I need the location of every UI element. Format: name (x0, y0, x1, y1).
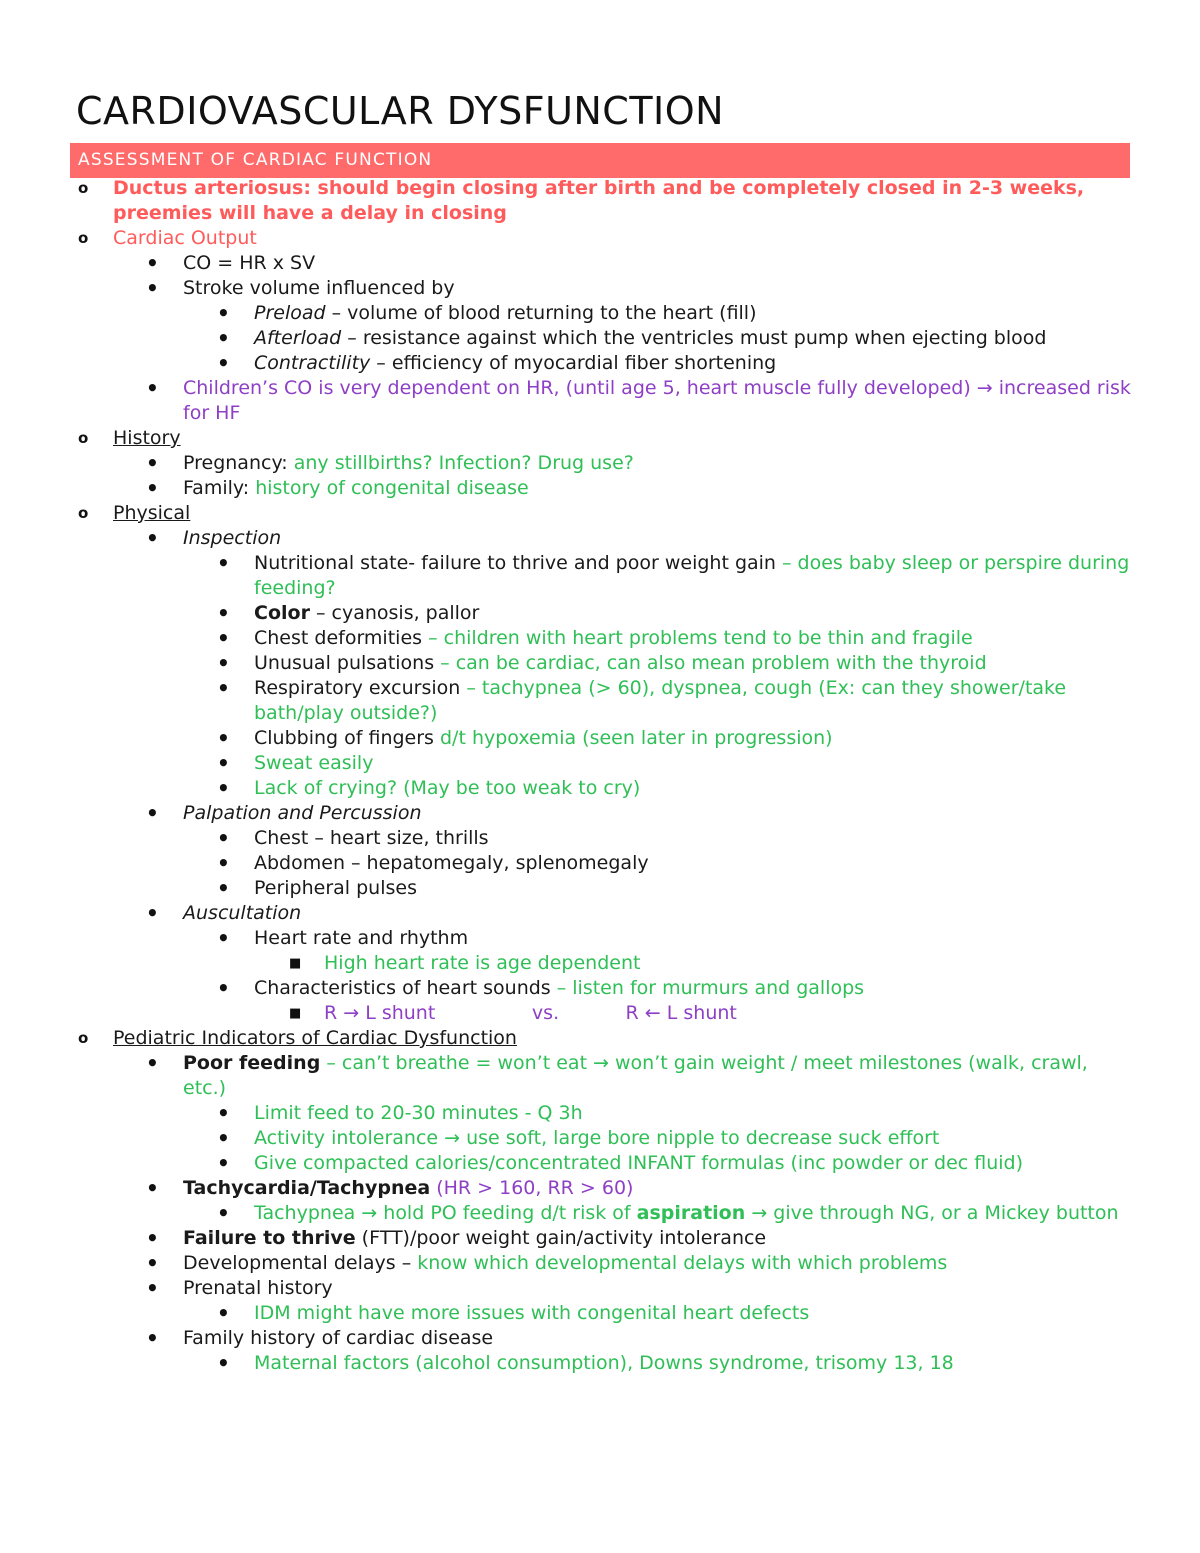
list-item-text (183, 476, 1136, 501)
list-item (0, 751, 1200, 776)
text-run: Family history of cardiac disease (183, 1327, 494, 1349)
bullet-icon: o (78, 179, 89, 197)
list-item (0, 1226, 1200, 1251)
text-run: Tachypnea → hold PO feeding d/t risk of (254, 1202, 637, 1224)
list-item-text (254, 851, 1136, 876)
list-item (0, 1126, 1200, 1151)
list-item (0, 376, 1200, 426)
list-item-text (183, 901, 1136, 926)
bullet-icon: • (217, 351, 230, 375)
text-run: Physical (113, 502, 191, 524)
list-item (0, 876, 1200, 901)
text-run: any stillbirths? Infection? Drug use? (293, 452, 634, 474)
list-item (0, 1101, 1200, 1126)
text-run: Activity intolerance → use soft, large bore nipple to decrease suck effort (254, 1127, 940, 1149)
text-run: – can be cardiac, can also mean problem with the thyroid (440, 652, 987, 674)
text-run: – children with heart problems tend to be thin and fragile (428, 627, 973, 649)
list-item (0, 1001, 1200, 1026)
text-run: IDM might have more issues with congenital heart defects (254, 1302, 810, 1324)
list-item-text (113, 501, 1136, 526)
list-item-text (183, 451, 1136, 476)
bullet-icon: • (217, 876, 230, 900)
list-item (0, 1176, 1200, 1201)
list-item (0, 926, 1200, 951)
bullet-icon: • (146, 1051, 159, 1075)
list-item (0, 651, 1200, 676)
outline-list (0, 176, 1200, 1376)
list-item-text (254, 826, 1136, 851)
text-run: Preload (254, 302, 326, 324)
list-item (0, 451, 1200, 476)
list-item-text (254, 876, 1136, 901)
bullet-icon: • (217, 826, 230, 850)
list-item-text (254, 1201, 1136, 1226)
list-item (0, 551, 1200, 601)
list-item-text (183, 1226, 1136, 1251)
list-item (0, 1251, 1200, 1276)
bullet-icon: • (217, 776, 230, 800)
text-run: Characteristics of heart sounds (254, 977, 557, 999)
list-item (0, 476, 1200, 501)
bullet-icon: • (146, 801, 159, 825)
bullet-icon: • (217, 301, 230, 325)
text-run: Clubbing of fingers (254, 727, 440, 749)
list-item (0, 1201, 1200, 1226)
text-run: – tachypnea (> 60), dyspnea, cough (Ex: can they shower/take bath/play outside?) (254, 677, 1073, 724)
list-item (0, 1326, 1200, 1351)
bullet-icon: • (217, 1126, 230, 1150)
bullet-icon: • (217, 751, 230, 775)
text-run: Prenatal history (183, 1277, 333, 1299)
section-heading: ASSESSMENT OF CARDIAC FUNCTION (78, 150, 433, 170)
list-item-text (324, 951, 1136, 976)
bullet-icon: • (146, 276, 159, 300)
text-run: Auscultation (183, 902, 302, 924)
bullet-icon: • (146, 1251, 159, 1275)
list-item (0, 776, 1200, 801)
text-run: Nutritional state- failure to thrive and poor weight gain (254, 552, 783, 574)
list-item (0, 326, 1200, 351)
text-run: Unusual pulsations (254, 652, 441, 674)
bullet-icon: • (217, 326, 230, 350)
text-run: history of congenital disease (255, 477, 529, 499)
list-item (0, 626, 1200, 651)
text-run: Children’s CO is very dependent on HR, (until age 5, heart muscle fully developed) → increased risk for HF (183, 377, 1137, 424)
text-run: Developmental delays – (183, 1252, 418, 1274)
text-run: – does baby sleep or perspire during feeding? (254, 552, 1136, 599)
section-header-band (70, 143, 1130, 178)
list-item-text (254, 1351, 1136, 1376)
text-run: Cardiac Output (113, 227, 257, 249)
text-run: Palpation and Percussion (183, 802, 422, 824)
list-item-text (254, 301, 1136, 326)
bullet-icon: • (217, 1301, 230, 1325)
text-run: – listen for murmurs and gallops (556, 977, 865, 999)
text-run: History (113, 427, 181, 449)
text-run: Pregnancy: (183, 452, 294, 474)
bullet-icon: • (146, 901, 159, 925)
text-run: Color (254, 602, 310, 624)
list-item-text (254, 651, 1136, 676)
bullet-icon: • (217, 926, 230, 950)
list-item-text (254, 726, 1136, 751)
list-item (0, 1151, 1200, 1176)
text-run: Respiratory excursion (254, 677, 467, 699)
list-item (0, 976, 1200, 1001)
list-item-text (183, 251, 1136, 276)
text-run: Limit feed to 20-30 minutes - Q 3h (254, 1102, 583, 1124)
text-run: Family: (183, 477, 256, 499)
page-title: CARDIOVASCULAR DYSFUNCTION (76, 89, 725, 133)
bullet-icon: • (217, 601, 230, 625)
text-run: CO = HR x SV (183, 252, 316, 274)
bullet-icon: • (217, 626, 230, 650)
bullet-icon: • (146, 1226, 159, 1250)
list-item-text (113, 226, 1136, 251)
text-run: (HR > 160, RR > 60) (430, 1177, 634, 1199)
list-item-text (113, 176, 1136, 226)
text-run: Chest – heart size, thrills (254, 827, 489, 849)
bullet-icon: • (217, 726, 230, 750)
list-item-text (254, 926, 1136, 951)
list-item-text (254, 1126, 1136, 1151)
list-item (0, 601, 1200, 626)
text-run: d/t hypoxemia (seen later in progression) (440, 727, 833, 749)
text-run: – can’t breathe = won’t eat → won’t gain weight / meet milestones (walk, crawl, etc.) (183, 1052, 1094, 1099)
bullet-icon: ■ (289, 1006, 302, 1021)
text-run: (FTT)/poor weight gain/activity intolerance (355, 1227, 767, 1249)
list-item-text (254, 551, 1136, 601)
list-item-text (254, 326, 1136, 351)
list-item-text (183, 526, 1136, 551)
text-run: High heart rate is age dependent (324, 952, 641, 974)
list-item-text (183, 1326, 1136, 1351)
bullet-icon: • (217, 1151, 230, 1175)
text-run: Inspection (183, 527, 282, 549)
bullet-icon: • (217, 651, 230, 675)
list-item (0, 826, 1200, 851)
bullet-icon: • (146, 1276, 159, 1300)
list-item-text (254, 1101, 1136, 1126)
text-run: Failure to thrive (183, 1227, 356, 1249)
list-item (0, 851, 1200, 876)
list-item-text (183, 376, 1136, 426)
list-item (0, 1026, 1200, 1051)
bullet-icon: o (78, 504, 89, 522)
bullet-icon: • (217, 1101, 230, 1125)
text-run: Maternal factors (alcohol consumption), Downs syndrome, trisomy 13, 18 (254, 1352, 954, 1374)
list-item-text (254, 751, 1136, 776)
list-item (0, 351, 1200, 376)
list-item-text (113, 426, 1136, 451)
bullet-icon: • (217, 676, 230, 700)
list-item (0, 501, 1200, 526)
list-item-text (254, 351, 1136, 376)
text-run: know which developmental delays with which problems (417, 1252, 948, 1274)
list-item (0, 1351, 1200, 1376)
list-item (0, 226, 1200, 251)
text-run: Stroke volume influenced by (183, 277, 455, 299)
list-item-text (324, 1001, 1136, 1026)
list-item-text (183, 1051, 1136, 1101)
text-run: Peripheral pulses (254, 877, 417, 899)
bullet-icon: • (217, 1351, 230, 1375)
text-run: R → L shunt vs. R ← L shunt (324, 1002, 737, 1024)
bullet-icon: • (146, 1326, 159, 1350)
text-run: Sweat easily (254, 752, 374, 774)
bullet-icon: • (146, 451, 159, 475)
bullet-icon: o (78, 1029, 89, 1047)
list-item-text (183, 1276, 1136, 1301)
bullet-icon: • (146, 1176, 159, 1200)
text-run: Lack of crying? (May be too weak to cry) (254, 777, 641, 799)
list-item (0, 251, 1200, 276)
text-run: aspiration (636, 1202, 746, 1224)
text-run: Abdomen – hepatomegaly, splenomegaly (254, 852, 649, 874)
list-item-text (254, 776, 1136, 801)
list-item (0, 726, 1200, 751)
list-item-text (254, 601, 1136, 626)
list-item (0, 301, 1200, 326)
list-item (0, 1051, 1200, 1101)
list-item-text (183, 1176, 1136, 1201)
list-item-text (183, 1251, 1136, 1276)
bullet-icon: • (217, 1201, 230, 1225)
text-run: Contractility (254, 352, 371, 374)
bullet-icon: • (217, 551, 230, 575)
text-run: – volume of blood returning to the heart (fill) (325, 302, 757, 324)
list-item-text (254, 1301, 1136, 1326)
list-item (0, 1301, 1200, 1326)
list-item (0, 526, 1200, 551)
list-item (0, 901, 1200, 926)
text-run: Poor feeding (183, 1052, 321, 1074)
text-run: – resistance against which the ventricles must pump when ejecting blood (341, 327, 1047, 349)
text-run: Ductus arteriosus: should begin closing after birth and be completely closed in 2-3 weeks, preemies will have a delay in closing (113, 177, 1091, 224)
list-item (0, 276, 1200, 301)
bullet-icon: • (146, 376, 159, 400)
text-run: – cyanosis, pallor (309, 602, 480, 624)
list-item-text (254, 676, 1136, 726)
list-item-text (254, 1151, 1136, 1176)
bullet-icon: • (146, 526, 159, 550)
bullet-icon: ■ (289, 956, 302, 971)
text-run: Chest deformities (254, 627, 429, 649)
text-run: Give compacted calories/concentrated INFANT formulas (inc powder or dec fluid) (254, 1152, 1024, 1174)
bullet-icon: • (146, 476, 159, 500)
list-item-text (183, 801, 1136, 826)
list-item (0, 676, 1200, 726)
list-item-text (254, 976, 1136, 1001)
text-run: → give through NG, or a Mickey button (745, 1202, 1119, 1224)
text-run: – efficiency of myocardial fiber shortening (370, 352, 777, 374)
list-item (0, 176, 1200, 226)
list-item (0, 426, 1200, 451)
bullet-icon: • (146, 251, 159, 275)
text-run: Tachycardia/Tachypnea (183, 1177, 431, 1199)
list-item (0, 1276, 1200, 1301)
text-run: Afterload (254, 327, 342, 349)
list-item-text (113, 1026, 1136, 1051)
text-run: Heart rate and rhythm (254, 927, 469, 949)
text-run: Pediatric Indicators of Cardiac Dysfunction (113, 1027, 517, 1049)
list-item (0, 801, 1200, 826)
list-item-text (254, 626, 1136, 651)
bullet-icon: • (217, 851, 230, 875)
bullet-icon: o (78, 229, 89, 247)
bullet-icon: • (217, 976, 230, 1000)
list-item (0, 951, 1200, 976)
list-item-text (183, 276, 1136, 301)
bullet-icon: o (78, 429, 89, 447)
